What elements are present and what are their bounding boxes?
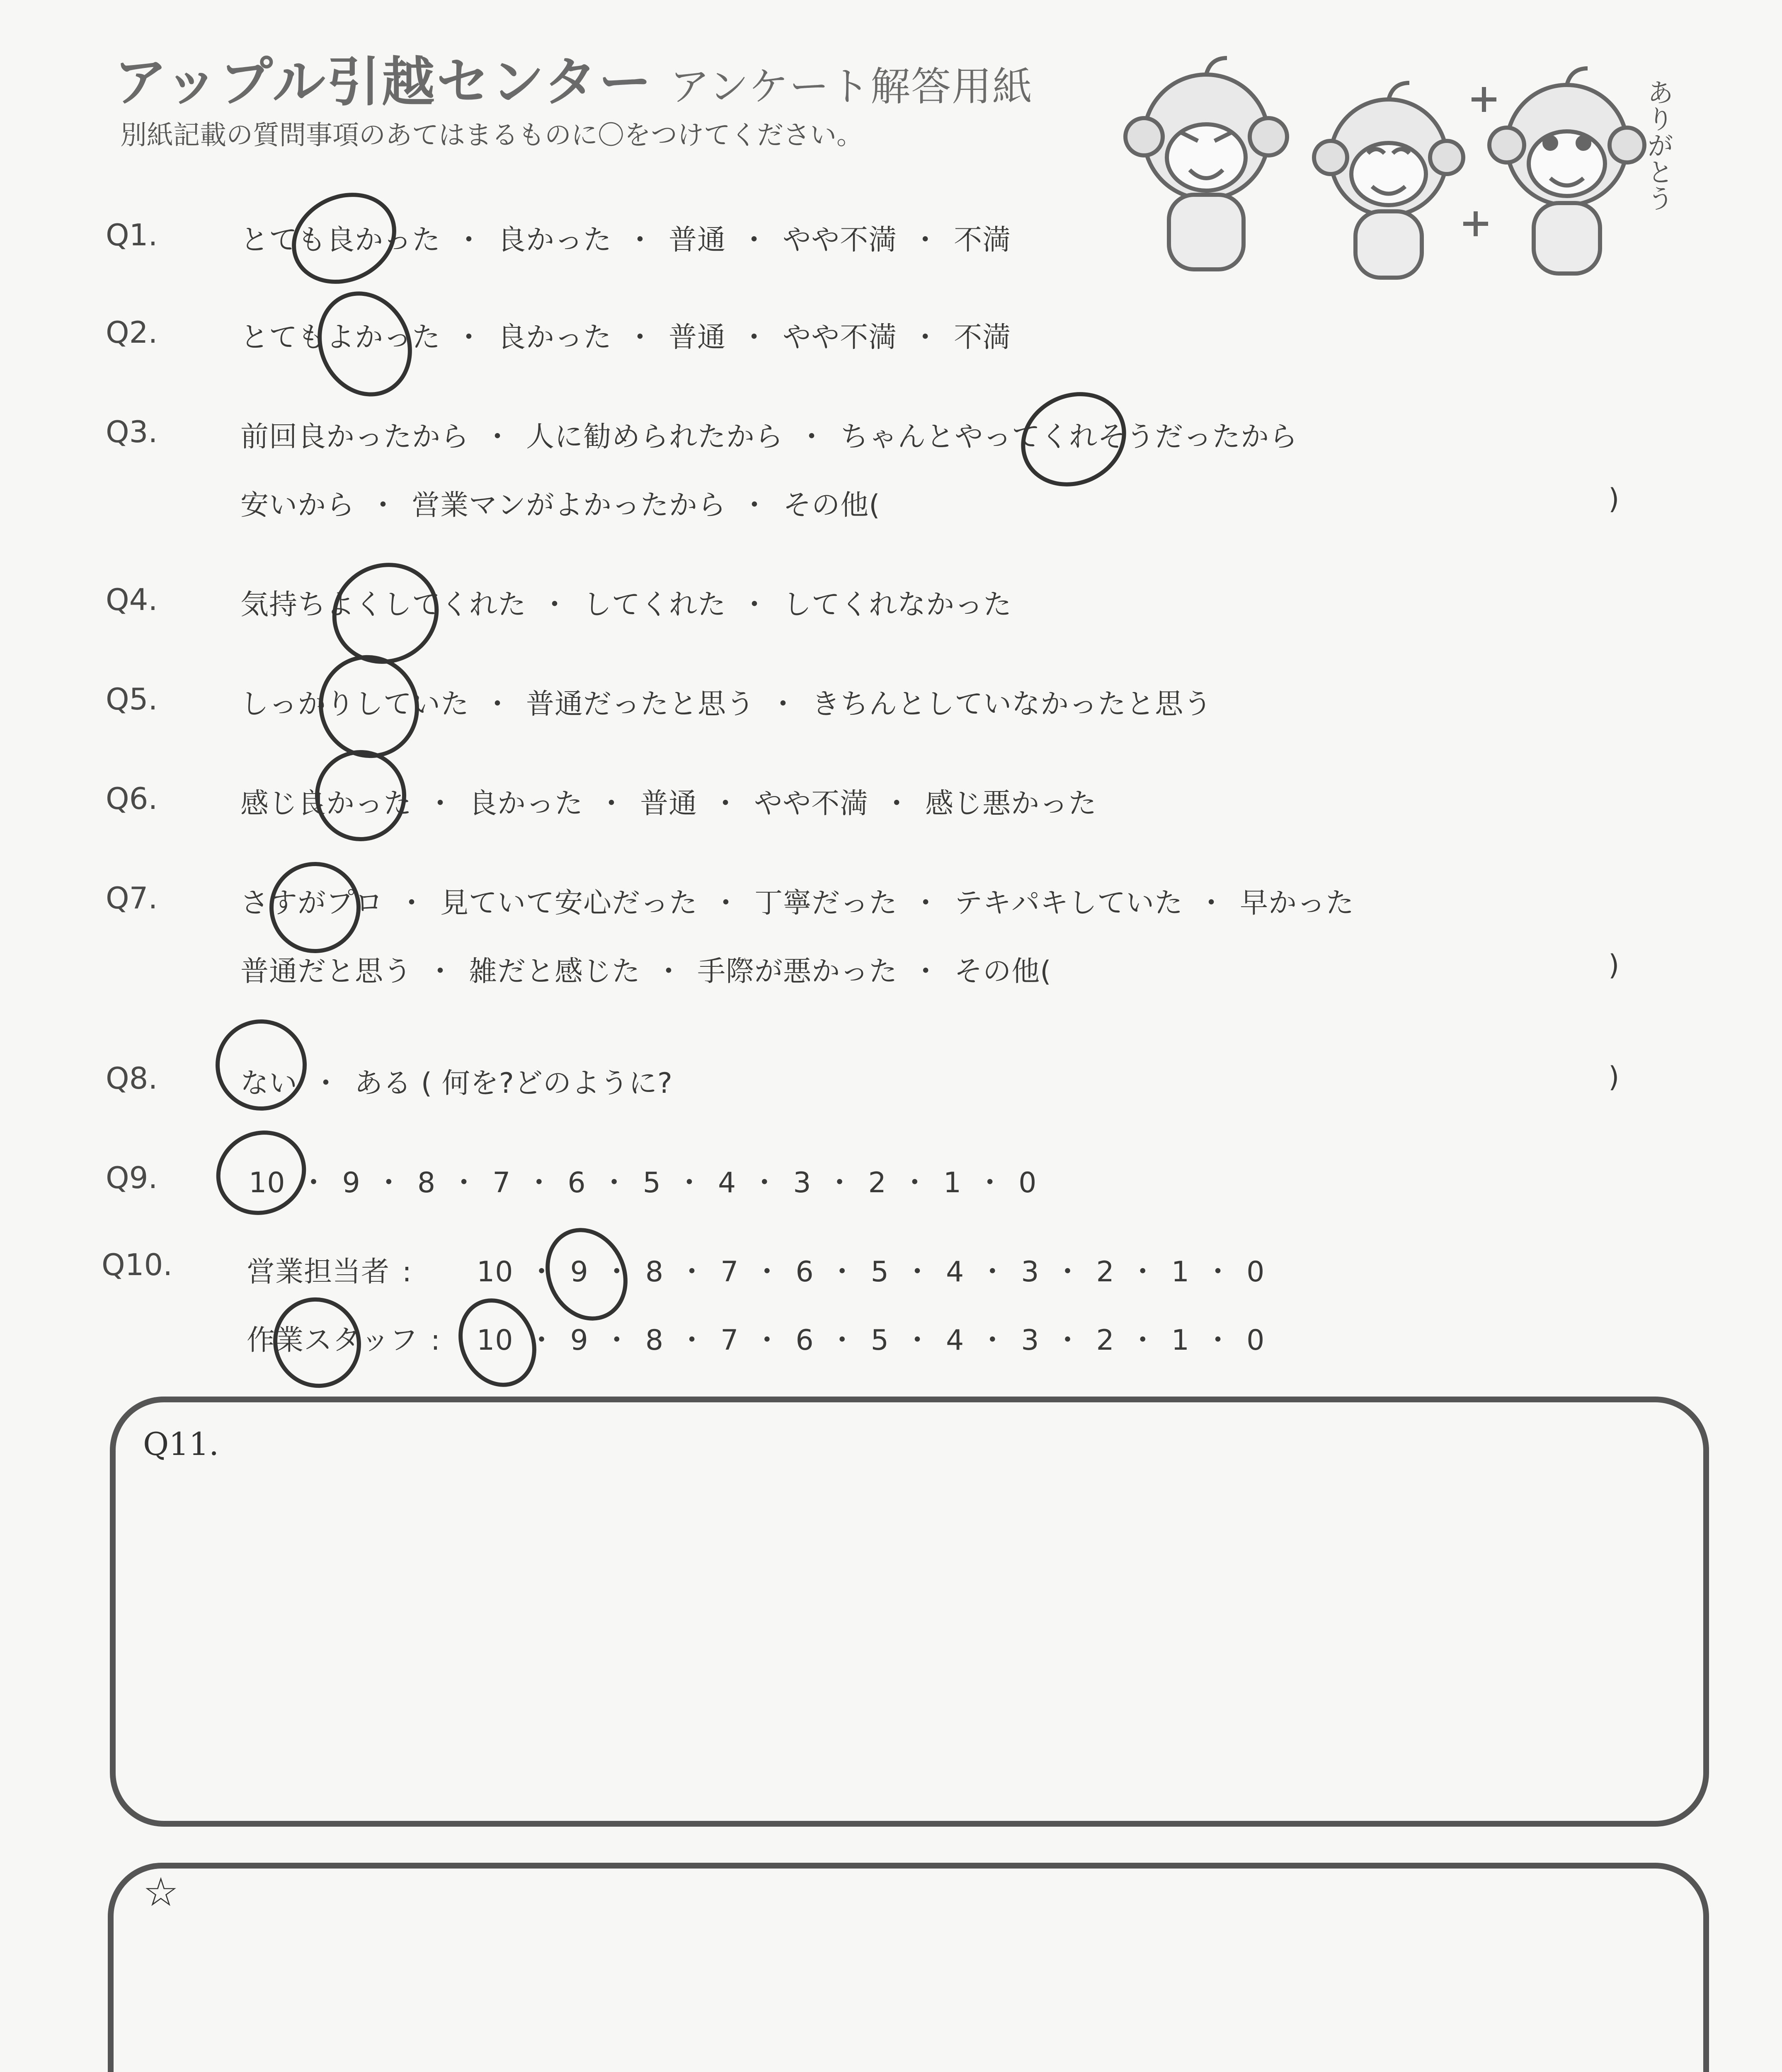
rating-option[interactable]: 7 [720, 1324, 739, 1357]
option-separator: ・ [450, 1167, 479, 1199]
answer-option[interactable]: 良かった [469, 787, 584, 820]
answer-option[interactable]: 1 [943, 1167, 962, 1199]
question-options-row [240, 949, 1052, 989]
answer-option[interactable]: 普通だと思う [240, 955, 412, 988]
answer-option[interactable]: 普通 [669, 224, 726, 257]
question-options-row [240, 483, 880, 523]
answer-option[interactable]: ちゃんとやってくれそうだったから [840, 421, 1298, 453]
option-separator: ・ [750, 1167, 779, 1199]
answer-option[interactable]: 7 [492, 1167, 511, 1199]
option-separator: ・ [525, 1167, 554, 1199]
rating-option[interactable]: 3 [1021, 1256, 1040, 1288]
answer-option[interactable]: その他( [954, 955, 1052, 988]
question-options-row [240, 414, 1298, 455]
question-options-row [240, 881, 1354, 921]
option-separator: ・ [740, 588, 769, 621]
rating-option[interactable]: 1 [1171, 1324, 1190, 1357]
option-separator: ・ [740, 321, 769, 354]
answer-option[interactable]: 6 [567, 1167, 586, 1199]
answer-option[interactable]: 丁寧だった [754, 887, 898, 920]
answer-circle-q2 [301, 276, 429, 412]
answer-circle-q10-sales [531, 1215, 642, 1334]
answer-option[interactable]: 営業マンがよかったから [412, 489, 727, 522]
rating-option[interactable]: 10 [477, 1256, 514, 1288]
answer-circle-q6 [300, 735, 421, 856]
option-separator: ・ [1128, 1324, 1157, 1357]
rating-option[interactable]: 5 [870, 1324, 889, 1357]
answer-option[interactable]: 前回良かったから [240, 421, 470, 453]
rating-label-text: 作業スタッフ [247, 1324, 419, 1357]
option-separator: ・ [374, 1167, 403, 1199]
option-separator: ・ [600, 1167, 629, 1199]
option-separator: ・ [398, 887, 427, 920]
answer-option[interactable]: 普通 [669, 321, 726, 354]
option-separator: ・ [527, 1324, 556, 1357]
question-number: Q4. [106, 582, 158, 617]
answer-circle-q3 [1006, 375, 1142, 503]
q11-comment-box[interactable] [110, 1397, 1709, 1827]
option-separator: ・ [678, 1256, 707, 1288]
question-number: Q8. [106, 1061, 158, 1096]
answer-option[interactable]: 3 [793, 1167, 812, 1199]
answer-option[interactable]: してくれた [583, 588, 727, 621]
answer-option[interactable]: 2 [868, 1167, 887, 1199]
option-separator: ・ [675, 1167, 704, 1199]
answer-circle-q10-staff-2 [444, 1285, 550, 1399]
question-number: Q3. [106, 414, 158, 449]
option-separator: ・ [1204, 1324, 1233, 1357]
option-separator: ・ [753, 1324, 782, 1357]
answer-option[interactable]: 人に勧められたから [526, 421, 784, 453]
option-separator: ・ [903, 1324, 932, 1357]
option-separator: ・ [1204, 1256, 1233, 1288]
rating-option[interactable]: 2 [1096, 1324, 1115, 1357]
option-separator: ・ [541, 588, 570, 621]
option-separator: ・ [912, 887, 941, 920]
option-separator: ・ [769, 688, 798, 721]
close-paren: ) [1608, 483, 1620, 516]
option-separator: ・ [911, 224, 940, 257]
option-separator: ・ [312, 1067, 341, 1100]
answer-option[interactable]: 不満 [954, 321, 1011, 354]
answer-option[interactable]: してくれなかった [783, 588, 1012, 621]
q11-label: Q11. [143, 1426, 219, 1462]
answer-option[interactable]: やや不満 [783, 321, 897, 354]
rating-option[interactable]: 10 [477, 1324, 514, 1357]
answer-option[interactable]: 0 [1018, 1167, 1037, 1199]
answer-option[interactable]: 感じ良かった [240, 787, 412, 820]
option-separator: ・ [299, 1167, 328, 1199]
rating-option[interactable]: 1 [1171, 1256, 1190, 1288]
answer-circle-q9 [202, 1116, 320, 1230]
close-paren: ) [1608, 949, 1620, 982]
instruction-text: 別紙記載の質問事項のあてはまるものに〇をつけてください。 [120, 120, 863, 151]
answer-option[interactable]: やや不満 [754, 787, 869, 820]
rating-option[interactable]: 2 [1096, 1256, 1115, 1288]
question-number: Q1. [106, 218, 158, 252]
option-separator: ・ [597, 787, 626, 820]
answer-option[interactable]: 不満 [954, 224, 1011, 257]
answer-option[interactable]: とてもよかった [240, 321, 441, 354]
answer-option[interactable]: テキパキしていた [954, 887, 1183, 920]
answer-option[interactable]: 4 [718, 1167, 737, 1199]
answer-circle-q1 [277, 176, 411, 300]
rating-option[interactable]: 4 [946, 1256, 965, 1288]
rating-scale-row [477, 1318, 1265, 1358]
option-separator: ・ [712, 887, 741, 920]
option-separator: ・ [455, 224, 484, 257]
answer-option[interactable]: 安いから [240, 489, 355, 522]
question-number: Q7. [106, 881, 158, 915]
rating-option[interactable]: 6 [795, 1324, 814, 1357]
option-separator: ・ [483, 688, 512, 721]
answer-circle-q10-staff-1 [258, 1283, 376, 1402]
rating-option[interactable]: 0 [1246, 1324, 1265, 1357]
option-separator: ・ [883, 787, 912, 820]
option-separator: ・ [911, 321, 940, 354]
option-separator: ・ [711, 787, 740, 820]
option-separator: ・ [655, 955, 684, 988]
option-separator: ・ [798, 421, 827, 453]
star-comment-box[interactable] [108, 1863, 1709, 2072]
option-separator: ・ [825, 1167, 854, 1199]
option-separator: ・ [455, 321, 484, 354]
answer-option[interactable]: しっかりしていた [240, 688, 470, 721]
answer-option[interactable]: 見ていて安心だった [440, 887, 698, 920]
star-label: ☆ [143, 1869, 179, 1915]
question-number: Q6. [106, 781, 158, 816]
label-colon: : [431, 1324, 441, 1357]
answer-option[interactable]: 普通 [640, 787, 698, 820]
option-separator: ・ [626, 321, 655, 354]
option-separator: ・ [828, 1324, 857, 1357]
answer-option[interactable]: 10 [249, 1167, 286, 1199]
answer-circle-q8 [201, 1005, 322, 1126]
answer-option[interactable]: さすがプロ [240, 887, 384, 920]
option-separator: ・ [903, 1256, 932, 1288]
option-separator: ・ [527, 1256, 556, 1288]
option-separator: ・ [426, 955, 455, 988]
company-name: アップル引越センター [114, 51, 653, 113]
rating-option[interactable]: 9 [570, 1324, 589, 1357]
option-separator: ・ [912, 955, 941, 988]
answer-option[interactable]: 良かった [497, 321, 612, 354]
form-title [114, 39, 1033, 116]
rating-option[interactable]: 6 [795, 1256, 814, 1288]
question-number: Q2. [106, 315, 158, 350]
rating-option[interactable]: 5 [870, 1256, 889, 1288]
option-separator: ・ [678, 1324, 707, 1357]
option-separator: ・ [626, 224, 655, 257]
option-separator: ・ [369, 489, 398, 522]
question-options-row [249, 1160, 1037, 1201]
option-separator: ・ [1053, 1324, 1082, 1357]
answer-option[interactable]: やや不満 [783, 224, 897, 257]
answer-option[interactable]: 良かった [497, 224, 612, 257]
answer-option[interactable]: 普通だったと思う [526, 688, 755, 721]
answer-option[interactable]: 8 [417, 1167, 436, 1199]
question-number: Q5. [106, 682, 158, 716]
question-number: Q9. [106, 1160, 158, 1195]
answer-option[interactable]: 気持ちよくしてくれた [240, 588, 527, 621]
monkey-mascots-illustration [1119, 54, 1700, 286]
option-separator: ・ [900, 1167, 929, 1199]
rating-option[interactable]: 8 [645, 1256, 664, 1288]
option-separator: ・ [978, 1256, 1007, 1288]
option-separator: ・ [602, 1256, 631, 1288]
rating-option[interactable]: 8 [645, 1324, 664, 1357]
option-separator: ・ [753, 1256, 782, 1288]
rating-label-text: 営業担当者 [247, 1256, 390, 1288]
option-separator: ・ [978, 1324, 1007, 1357]
thank-you-badge: ありがとう [1643, 79, 1673, 211]
answer-option[interactable]: ない [240, 1067, 298, 1100]
close-paren: ) [1608, 1061, 1620, 1094]
rating-option[interactable]: 4 [946, 1324, 965, 1357]
option-separator: ・ [426, 787, 455, 820]
answer-option[interactable]: 雑だと感じた [469, 955, 641, 988]
option-separator: ・ [483, 421, 512, 453]
answer-option[interactable]: 早かった [1240, 887, 1355, 920]
answer-option[interactable]: その他( [783, 489, 880, 522]
rating-option[interactable]: 0 [1246, 1256, 1265, 1288]
answer-option[interactable]: とても良かった [240, 224, 441, 257]
question-number: Q10. [102, 1247, 173, 1282]
answer-option[interactable]: 感じ悪かった [925, 787, 1097, 820]
rating-option[interactable]: 3 [1021, 1324, 1040, 1357]
option-separator: ・ [740, 489, 769, 522]
option-separator: ・ [1128, 1256, 1157, 1288]
option-separator: ・ [602, 1324, 631, 1357]
form-subtitle: アンケート解答用紙 [669, 63, 1033, 110]
answer-option[interactable]: きちんとしていなかったと思う [812, 688, 1212, 721]
answer-option[interactable]: 9 [342, 1167, 361, 1199]
answer-option[interactable]: 手際が悪かった [697, 955, 898, 988]
rating-option[interactable]: 7 [720, 1256, 739, 1288]
answer-option[interactable]: ある ( 何を?どのように? [354, 1067, 673, 1100]
label-colon: : [402, 1256, 412, 1288]
option-separator: ・ [828, 1256, 857, 1288]
option-separator: ・ [1053, 1256, 1082, 1288]
option-separator: ・ [740, 224, 769, 257]
answer-option[interactable]: 5 [642, 1167, 661, 1199]
sales-rep-rating-label [247, 1249, 412, 1290]
rating-option[interactable]: 9 [570, 1256, 589, 1288]
option-separator: ・ [1197, 887, 1226, 920]
option-separator: ・ [976, 1167, 1005, 1199]
